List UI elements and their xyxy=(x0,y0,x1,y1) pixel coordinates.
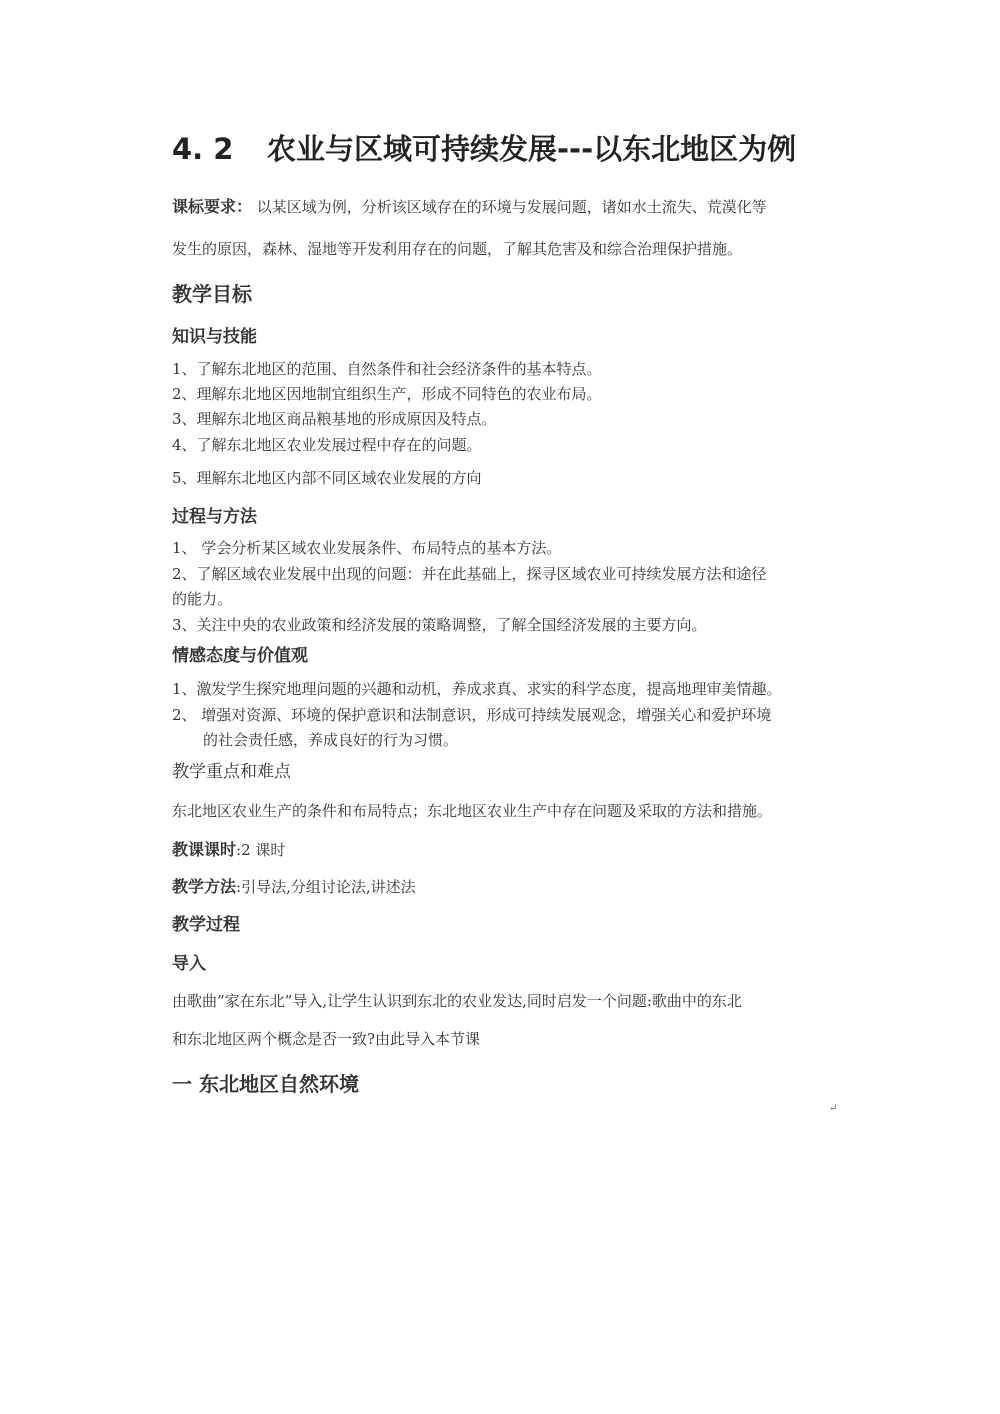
list-item: 5、理解东北地区内部不同区域农业发展的方向 xyxy=(172,469,482,487)
key-points-text: 东北地区农业生产的条件和布局特点；东北地区农业生产中存在问题及采取的方法和措施。 xyxy=(172,802,773,820)
title-number: 4. 2 xyxy=(172,132,234,166)
standard-label: 课标要求： xyxy=(172,197,253,216)
methods-value: :引导法,分组讨论法,讲述法 xyxy=(236,878,416,896)
methods-label: 教学方法 xyxy=(172,877,237,896)
standard-line-1 xyxy=(172,199,767,215)
list-item: 3、关注中央的农业政策和经济发展的策略调整，了解全国经济发展的主要方向。 xyxy=(172,616,707,634)
hours-line xyxy=(172,842,285,858)
list-item: 4、了解东北地区农业发展过程中存在的问题。 xyxy=(172,436,482,454)
list-item: 2、了解区域农业发展中出现的问题：并在此基础上，探寻区域农业可持续发展方法和途径 xyxy=(172,565,767,583)
knowledge-heading: 知识与技能 xyxy=(172,327,257,347)
intro-line-1: 由歌曲”家在东北”导入,让学生认识到东北的农业发达,同时启发一个问题:歌曲中的东北 xyxy=(172,992,742,1010)
document-title xyxy=(172,132,797,166)
list-item: 2、理解东北地区因地制宜组织生产，形成不同特色的农业布局。 xyxy=(172,385,602,403)
list-item: 2、 增强对资源、环境的保护意识和法制意识，形成可持续发展观念，增强关心和爱护环境 xyxy=(172,706,772,724)
section-heading: 一 东北地区自然环境 xyxy=(172,1072,359,1096)
methods-line xyxy=(172,879,416,895)
hours-value: :2 课时 xyxy=(236,841,286,859)
list-item: 1、了解东北地区的范围、自然条件和社会经济条件的基本特点。 xyxy=(172,360,602,378)
list-item: 的社会责任感，养成良好的行为习惯。 xyxy=(203,731,459,749)
standard-text: 以某区域为例，分析该区域存在的环境与发展问题，诸如水土流失、荒漠化等 xyxy=(256,198,767,216)
list-item: 3、理解东北地区商品粮基地的形成原因及特点。 xyxy=(172,410,497,428)
standard-line-2: 发生的原因，森林、湿地等开发利用存在的问题，了解其危害及和综合治理保护措施。 xyxy=(172,240,743,258)
intro-line-2: 和东北地区两个概念是否一致?由此导入本节课 xyxy=(172,1030,481,1048)
hours-label: 教课课时 xyxy=(172,840,237,859)
emotion-heading: 情感态度与价值观 xyxy=(172,646,308,666)
intro-heading: 导入 xyxy=(172,954,206,974)
paragraph-return-icon: ↵ xyxy=(829,1103,838,1114)
title-text: 农业与区域可持续发展---以东北地区为例 xyxy=(267,132,797,166)
process-main-heading: 教学过程 xyxy=(172,915,240,935)
goals-heading: 教学目标 xyxy=(172,282,252,306)
list-item: 的能力。 xyxy=(172,590,233,608)
process-heading: 过程与方法 xyxy=(172,507,257,527)
list-item: 1、激发学生探究地理问题的兴趣和动机，养成求真、求实的科学态度，提高地理审美情趣。 xyxy=(172,680,782,698)
list-item: 1、 学会分析某区域农业发展条件、布局特点的基本方法。 xyxy=(172,539,562,557)
key-points-heading: 教学重点和难点 xyxy=(172,762,291,782)
